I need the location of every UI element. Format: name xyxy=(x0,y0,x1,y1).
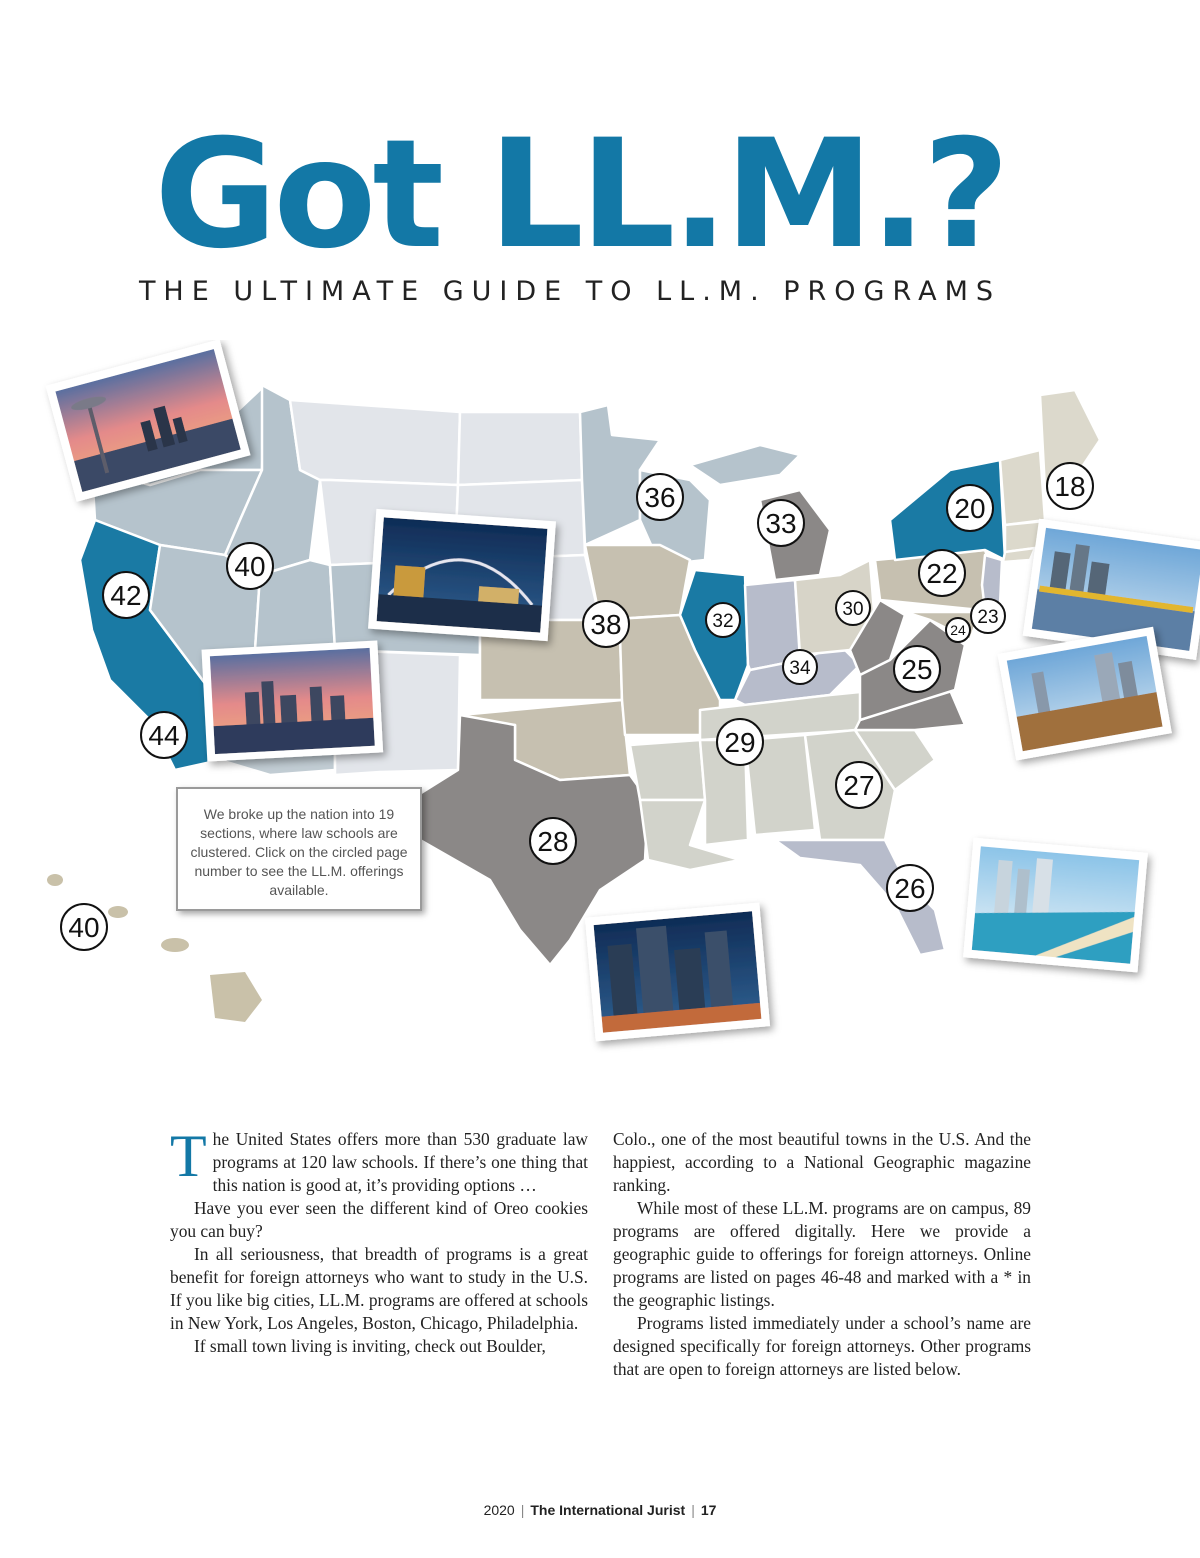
boston-photo xyxy=(997,627,1171,761)
svg-text:32: 32 xyxy=(712,611,734,632)
miami-photo xyxy=(963,838,1148,973)
drop-cap: T xyxy=(170,1123,207,1189)
page-marker-23[interactable] xyxy=(971,599,1005,633)
svg-text:23: 23 xyxy=(977,607,999,628)
region-hawaii-big-island xyxy=(210,972,262,1022)
region-hawaii-maui xyxy=(161,938,189,952)
svg-text:36: 36 xyxy=(644,482,676,513)
article-paragraph: While most of these LL.M. programs are on campus, 89 programs are offered digitally. Here we provide a geographic guide to offerings for foreign attorneys. Online programs are listed on pages 46-48 and marked with a * in the geographic listings. xyxy=(613,1198,1031,1310)
page-title: Got LL.M.? xyxy=(154,108,1006,282)
svg-text:28: 28 xyxy=(537,826,569,857)
svg-text:18: 18 xyxy=(1054,471,1086,502)
footer-year: 2020 xyxy=(483,1502,515,1518)
svg-text:25: 25 xyxy=(901,654,933,685)
page-marker-32[interactable] xyxy=(706,603,740,637)
us-map xyxy=(0,340,1200,1060)
article-paragraph: Have you ever seen the different kind of Oreo cookies you can buy? xyxy=(170,1198,588,1241)
footer-page-number: 17 xyxy=(700,1502,717,1518)
san-diego-photo xyxy=(202,640,384,761)
page-marker-36[interactable] xyxy=(637,474,683,520)
page-marker-22[interactable] xyxy=(919,550,965,596)
article-paragraph: If small town living is inviting, check out Boulder, xyxy=(194,1336,546,1356)
region-north-dakota xyxy=(458,412,582,485)
svg-text:22: 22 xyxy=(926,558,958,589)
page-marker-34[interactable] xyxy=(783,650,817,684)
page-marker-33[interactable] xyxy=(758,500,804,546)
svg-text:20: 20 xyxy=(954,493,986,524)
footer-publication: The International Jurist xyxy=(530,1502,686,1518)
svg-text:29: 29 xyxy=(724,727,756,758)
page-footer: 2020 | The International Jurist | 17 xyxy=(483,1502,717,1518)
svg-text:24: 24 xyxy=(950,622,966,638)
page-marker-28[interactable] xyxy=(530,818,576,864)
svg-text:42: 42 xyxy=(110,580,142,611)
page-marker-38[interactable] xyxy=(583,601,629,647)
page-subtitle: THE ULTIMATE GUIDE TO LL.M. PROGRAMS xyxy=(138,276,1002,307)
svg-text:44: 44 xyxy=(148,720,180,751)
page-marker-30[interactable] xyxy=(836,591,870,625)
region-hawaii-kauai xyxy=(47,874,63,886)
article-column-2 xyxy=(613,1128,1031,1381)
article-paragraph: The United States offers more than 530 graduate law programs at 120 law schools. If there’s one thing that this nation is good at, it’s providing options … xyxy=(170,1123,588,1195)
svg-text:30: 30 xyxy=(842,599,864,620)
region-vermont-nh xyxy=(1000,450,1045,525)
svg-text:38: 38 xyxy=(590,609,622,640)
page-marker-29[interactable] xyxy=(717,719,763,765)
map-callout-box: We broke up the nation into 19 sections, where law schools are clustered. Click on the circled page number to see the LL.M. offerings available. xyxy=(176,787,422,911)
page-marker-18[interactable] xyxy=(1047,463,1093,509)
page-marker-27[interactable] xyxy=(836,762,882,808)
page-marker-44[interactable] xyxy=(141,712,187,758)
article-column-1 xyxy=(170,1123,588,1358)
svg-text:26: 26 xyxy=(894,873,926,904)
page-marker-20[interactable] xyxy=(947,485,993,531)
svg-text:34: 34 xyxy=(789,658,811,679)
page-marker-42[interactable] xyxy=(103,572,149,618)
svg-text:33: 33 xyxy=(765,508,797,539)
svg-text:27: 27 xyxy=(843,770,875,801)
svg-text:40: 40 xyxy=(234,551,266,582)
page-marker-25[interactable] xyxy=(894,646,940,692)
houston-photo xyxy=(585,903,770,1042)
page-marker-40-west[interactable] xyxy=(227,543,273,589)
article-paragraph: Programs listed immediately under a school’s name are designed specifically for foreign attorneys. Other programs that are open to foreign attorneys are listed below. xyxy=(613,1313,1031,1379)
page-marker-24[interactable] xyxy=(946,618,970,642)
region-hawaii-oahu xyxy=(108,906,128,918)
region-montana xyxy=(290,400,460,485)
region-michigan-upper xyxy=(690,445,800,485)
article-paragraph: In all seriousness, that breadth of programs is a great benefit for foreign attorneys who want to study in the U.S. If you like big cities, LL.M. programs are offered at schools in New York, Los Angeles, Boston, Chicago, Philadelphia. xyxy=(170,1244,588,1333)
page-marker-40-hawaii[interactable] xyxy=(61,904,107,950)
region-arkansas xyxy=(630,740,705,800)
omaha-bridge-photo xyxy=(368,509,556,641)
page-marker-26[interactable] xyxy=(887,865,933,911)
article-paragraph: Colo., one of the most beautiful towns in the U.S. And the happiest, according to a National Geographic magazine ranking. xyxy=(613,1129,1031,1195)
svg-text:40: 40 xyxy=(68,912,100,943)
